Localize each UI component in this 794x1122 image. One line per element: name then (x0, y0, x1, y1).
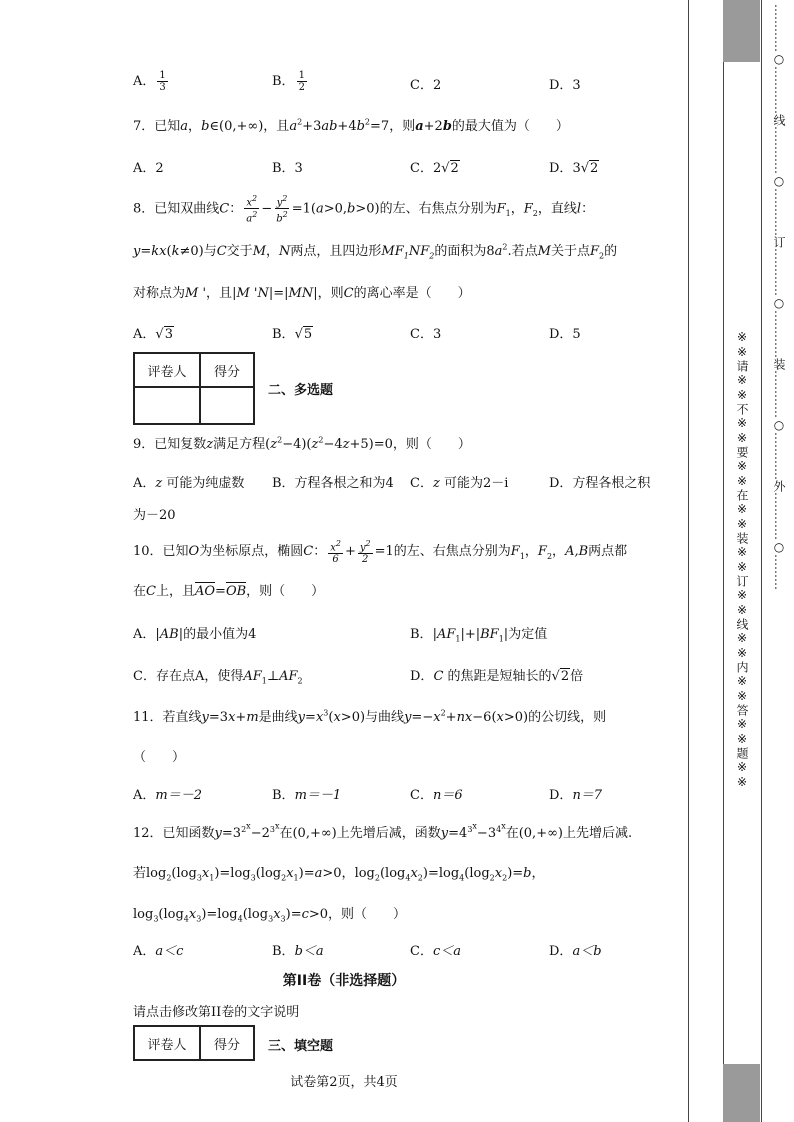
math: C (146, 584, 156, 599)
option-label: A． (133, 476, 156, 491)
seal-circle: ○ (772, 296, 786, 310)
seal-circle: ○ (772, 540, 786, 554)
dots: … (772, 162, 786, 174)
q10-option-b[interactable] (410, 623, 547, 644)
dots: … (772, 394, 786, 406)
q7-option-a[interactable]: A．2 (133, 161, 164, 176)
math: $(z^2-4)(z^2-4z+5)=0$ (265, 435, 393, 452)
dots: … (772, 406, 786, 418)
section-title-multi-choice: 二、多选题 (268, 383, 334, 398)
math: $AF_1\perp AF_2$ (243, 669, 303, 686)
text: 上，且 (155, 584, 195, 599)
text: ， (188, 119, 202, 134)
text: 的焦距是短轴长的 (447, 669, 552, 684)
q7-option-c[interactable]: C．2√2 (410, 161, 459, 176)
math: M ' (185, 286, 207, 301)
binding-band-top (723, 0, 760, 62)
math: n＝7 (572, 788, 603, 803)
math: z (155, 476, 163, 491)
text: 对称点为 (133, 286, 186, 301)
dots: … (772, 90, 786, 102)
math: y=3x+m (201, 710, 259, 725)
option-label: B． (272, 944, 295, 959)
text: 的最大值为（ ） (451, 119, 569, 134)
dots: … (772, 40, 786, 52)
math: 3 (572, 161, 581, 176)
text: ，则（ ） (328, 907, 407, 922)
text: 9．已知复数 (133, 437, 207, 452)
q12-option-d[interactable] (549, 940, 602, 959)
part-two-title: 第II卷（非选择题） (282, 973, 406, 989)
text: 与 (203, 244, 217, 259)
math: A,B (565, 544, 589, 560)
q9-option-b[interactable]: B．方程各根之和为4 (272, 476, 394, 491)
math: F (496, 201, 506, 217)
q6-option-b[interactable] (272, 70, 309, 93)
math: $|AF_1|+|BF_1|$ (432, 627, 509, 644)
math: N (279, 244, 291, 259)
numerator: 1 (159, 70, 166, 81)
text: 的面积为 (434, 244, 487, 259)
dots: … (772, 432, 786, 444)
text: 的左、右焦点分别为 (379, 201, 497, 217)
q6-option-c[interactable]: C．2 (410, 78, 442, 93)
math: C (433, 669, 444, 684)
math: |M 'N|=|MN| (232, 286, 318, 301)
q12-option-b[interactable] (272, 940, 324, 959)
q10-option-a[interactable] (133, 623, 256, 642)
fraction: $\frac{y^2}{2}$ (359, 539, 371, 566)
q9-option-d[interactable]: D．方程各根之积 (549, 476, 651, 491)
dots: … (772, 284, 786, 296)
math: $\log_2(\log_3x_1)=\log_3(\log_2x_1)=a>0$ (146, 866, 342, 883)
math: b＜a (294, 944, 324, 959)
math: c＜a (432, 944, 461, 959)
numerator: 1 (298, 70, 305, 81)
math: a (180, 119, 189, 134)
dots: … (772, 138, 786, 150)
denominator: 2 (298, 82, 305, 93)
math: M (252, 244, 266, 259)
text: ， (341, 866, 355, 881)
radicand: 2 (560, 669, 570, 684)
q12-option-a[interactable] (133, 940, 183, 959)
math: y=kx(k≠0) (133, 244, 204, 259)
math: a＜c (155, 944, 184, 959)
dots: … (772, 566, 786, 578)
fraction (297, 70, 307, 93)
text: 7．已知 (133, 119, 181, 134)
math: 2－i (482, 476, 509, 491)
score-table-header-score: 得分 (200, 1026, 254, 1060)
option-label: C． (410, 161, 433, 176)
dots: … (772, 102, 786, 114)
binding-band-bottom (723, 1064, 760, 1122)
option-label: D． (410, 669, 434, 684)
dots: … (772, 224, 786, 236)
math: b (201, 119, 210, 134)
fraction: $\frac{x^2}{a^2}$ (246, 194, 258, 225)
dots: … (772, 188, 786, 200)
fraction (157, 70, 167, 93)
text: ，则（ ） (246, 584, 325, 599)
radicand: 2 (590, 161, 599, 176)
q11-option-a[interactable] (133, 784, 202, 803)
option-label: C． (410, 788, 433, 803)
option-label: D． (549, 161, 573, 176)
vector: OB (225, 584, 247, 599)
dots: … (772, 212, 786, 224)
math: $a^2+3ab+4b^2=7$ (289, 117, 390, 134)
text: 若 (133, 866, 147, 881)
dots: … (772, 516, 786, 528)
text: C．存在点A，使得 (133, 669, 244, 684)
option-label: B． (272, 327, 295, 342)
text: ，则 (389, 119, 416, 134)
text: 为坐标原点，椭圆 (199, 544, 304, 560)
text: 12．已知函数 (133, 825, 215, 841)
score-table-header-grader: 评卷人 (134, 353, 200, 387)
dots: … (772, 346, 786, 358)
text: ，且 (206, 286, 233, 301)
dots: … (772, 200, 786, 212)
option-label: A． (133, 74, 156, 89)
text: 的公切线，则 (528, 710, 607, 725)
dots: … (772, 272, 786, 284)
option-label: D． (549, 944, 573, 959)
text: 两点，且四边形 (290, 244, 382, 259)
text: 可能为纯虚数 (166, 476, 245, 491)
math: F (510, 544, 520, 560)
math: M (537, 244, 551, 259)
math: m＝－1 (294, 788, 342, 803)
radicand: 3 (164, 327, 173, 342)
math: O (188, 544, 200, 560)
seal-circle: ○ (772, 418, 786, 432)
seal-mark-zhuang: 装 (772, 358, 786, 370)
option-label: A． (133, 944, 156, 959)
option-label: A． (133, 788, 156, 803)
text: 上先增后减. (563, 825, 633, 841)
math: $\log_3(\log_4x_3)=\log_4(\log_3x_3)=c>0$ (133, 907, 329, 924)
math: z (206, 437, 214, 452)
dots: … (772, 16, 786, 28)
math: a＜b (572, 944, 602, 959)
seal-mark-ding: 订 (772, 236, 786, 248)
math: |AB| (155, 627, 184, 642)
q9-option-c[interactable] (410, 472, 508, 491)
dots: … (772, 4, 786, 16)
text: 为定值 (508, 627, 548, 642)
math: F (589, 244, 599, 259)
q12-stem-line2 (133, 862, 545, 883)
math: m＝－2 (155, 788, 202, 803)
vector: AO (194, 584, 216, 599)
text: 倍 (570, 669, 584, 684)
text: 是曲线 (258, 710, 298, 725)
dots: … (772, 334, 786, 346)
math: (0,+∞) (518, 825, 563, 841)
math: ∈(0,+∞) (209, 119, 264, 134)
q8-stem-line1: 8．已知双曲线C： $\frac{x^2}{a^2}$ − $\frac{y^2}{b^2}$ =1(a>0,b>0)的左、右焦点分别为$F_1$，$F_2$，直线l： (133, 194, 595, 225)
math: n＝6 (432, 788, 463, 803)
q6-option-d[interactable]: D．3 (549, 78, 581, 93)
text: 11．若直线 (133, 710, 202, 725)
dots: … (772, 456, 786, 468)
text: 上先增后减，函数 (336, 825, 441, 841)
math: $\log_2(\log_4x_2)=\log_4(\log_2x_2)=b$ (354, 866, 532, 883)
seal-circle: ○ (772, 174, 786, 188)
text: ，直线 (537, 201, 577, 217)
seal-circle: ○ (772, 52, 786, 66)
math: C (343, 286, 354, 301)
seal-mark-wai: 外 (772, 480, 786, 492)
math: (0,+∞) (292, 825, 337, 841)
dots: … (772, 248, 786, 260)
dots: … (772, 528, 786, 540)
seal-mark-xian: 线 (772, 114, 786, 126)
dots: … (772, 66, 786, 78)
q6-option-a[interactable] (133, 70, 170, 93)
math: =1(a>0,b>0) (291, 201, 380, 217)
math: $y=-x^2+nx-6(x>0)$ (404, 708, 529, 725)
math: 2 (432, 161, 442, 176)
option-label: A． (133, 627, 156, 642)
page-footer: 试卷第2页，共4页 (290, 1075, 398, 1090)
math: =1 (374, 544, 394, 560)
math: C (303, 544, 314, 560)
q9-option-a[interactable] (133, 472, 244, 491)
q11-option-b[interactable] (272, 784, 341, 803)
q11-option-d[interactable] (549, 784, 602, 803)
q11-option-c[interactable] (410, 784, 463, 803)
math: $y=x^3(x>0)$ (297, 708, 366, 725)
radicand: 2 (450, 161, 459, 176)
dots: … (772, 468, 786, 480)
score-table-header-score: 得分 (200, 353, 254, 387)
q8-stem-line2: y=kx(k≠0)与C交于M，N两点，且四边形$MF_1NF_2$的面积为$8a^2$.若点M关于点$F_2$的 (133, 242, 618, 261)
score-table-2 (133, 1025, 255, 1061)
text: 的离心率是（ ） (353, 286, 471, 301)
q9-option-d-continued: 为－20 (133, 508, 176, 523)
option-label: B． (272, 788, 295, 803)
text: 两点都 (588, 544, 628, 560)
q7-option-b[interactable]: B．3 (272, 161, 303, 176)
text: 在 (505, 825, 519, 841)
q8-stem-line3 (133, 282, 471, 301)
q12-option-c[interactable] (410, 940, 461, 959)
math: $y=3^{2^x}-2^{3^x}$ (214, 821, 280, 841)
score-table-1 (133, 352, 255, 425)
text: 可能为 (443, 476, 483, 491)
q7-option-d[interactable]: D．3√2 (549, 161, 599, 176)
dots: … (772, 260, 786, 272)
dots: … (772, 382, 786, 394)
text: 8．已知双曲线 (133, 201, 220, 217)
fraction: $\frac{x^2}{6}$ (330, 539, 341, 566)
q8-option-b[interactable]: B．√5 (272, 327, 313, 342)
dots: … (772, 578, 786, 590)
math: C (216, 244, 227, 259)
q11-stem-line2: （ ） (133, 750, 186, 765)
q10-stem-line2: 在C上，且AO=OB，则（ ） (133, 584, 325, 599)
dots: … (772, 492, 786, 504)
dots: … (772, 554, 786, 566)
text: 10．已知 (133, 544, 189, 560)
option-label: C． (410, 476, 433, 491)
math: l (576, 201, 582, 217)
text: ， (531, 866, 545, 881)
text: 的 (604, 244, 618, 259)
option-label: B． (272, 74, 295, 89)
q10-option-c[interactable] (133, 665, 303, 686)
score-table-header-grader: 评卷人 (134, 1026, 200, 1060)
dots: … (772, 28, 786, 40)
q8-option-a[interactable]: A．√3 (133, 327, 173, 342)
text: 在 (133, 584, 147, 599)
section-title-fill-in: 三、填空题 (268, 1039, 334, 1054)
q8-option-d[interactable]: D．5 (549, 327, 581, 342)
q12-stem-line1 (133, 821, 632, 841)
dots: … (772, 150, 786, 162)
dots: … (772, 310, 786, 322)
fraction: $\frac{y^2}{b^2}$ (276, 194, 288, 225)
math: $MF_1NF_2$ (381, 244, 435, 261)
option-label: A． (133, 327, 156, 342)
text: .若点 (507, 244, 538, 259)
text: 交于 (226, 244, 253, 259)
binding-warning-text: ※※请※※不※※要※※在※※装※※订※※线※※内※※答※※题※※ (735, 330, 749, 790)
q11-stem-line1 (133, 706, 606, 725)
text: 满足方程 (213, 437, 266, 452)
math: a (415, 119, 424, 134)
dots: … (772, 126, 786, 138)
math: z (432, 476, 440, 491)
text: 的最小值为4 (183, 627, 257, 642)
part-two-note[interactable]: 请点击修改第II卷的文字说明 (133, 1005, 300, 1020)
option-label: C． (410, 944, 433, 959)
q10-stem-line1: 10．已知O为坐标原点，椭圆C： $\frac{x^2}{6}$ + $\frac{y^2}{2}$ =1的左、右焦点分别为$F_1$，$F_2$，A,B两点都 (133, 539, 628, 566)
text: 与曲线 (365, 710, 405, 725)
math: $8a^2$ (486, 242, 508, 259)
q9-stem (133, 433, 471, 452)
math: F (523, 201, 533, 217)
option-label: D． (549, 788, 573, 803)
dots: … (772, 504, 786, 516)
math: $y=4^{3^x}-3^{4^x}$ (440, 821, 506, 841)
dots: … (772, 370, 786, 382)
score-table-cell-grader[interactable] (134, 387, 200, 424)
q8-option-c[interactable]: C．3 (410, 327, 442, 342)
text: 的左、右焦点分别为 (393, 544, 511, 560)
score-table-cell-score[interactable] (200, 387, 254, 424)
seal-line-column (770, 0, 788, 1122)
text: ，且 (263, 119, 290, 134)
dots: … (772, 322, 786, 334)
dots: … (772, 444, 786, 456)
denominator: 3 (159, 82, 166, 93)
math: F (537, 544, 547, 560)
text: 关于点 (550, 244, 590, 259)
math: +2 (423, 119, 443, 134)
q7-stem (133, 115, 569, 134)
q10-option-d[interactable]: D．C 的焦距是短轴长的√2倍 (410, 669, 584, 684)
option-label: B． (410, 627, 433, 642)
text: ，则 (317, 286, 344, 301)
q12-stem-line3 (133, 903, 406, 924)
math: b (442, 119, 452, 134)
dots: … (772, 78, 786, 90)
text: ，则（ ） (392, 437, 471, 452)
text: 在 (279, 825, 293, 841)
math: C (219, 201, 230, 217)
radicand: 5 (303, 327, 313, 342)
